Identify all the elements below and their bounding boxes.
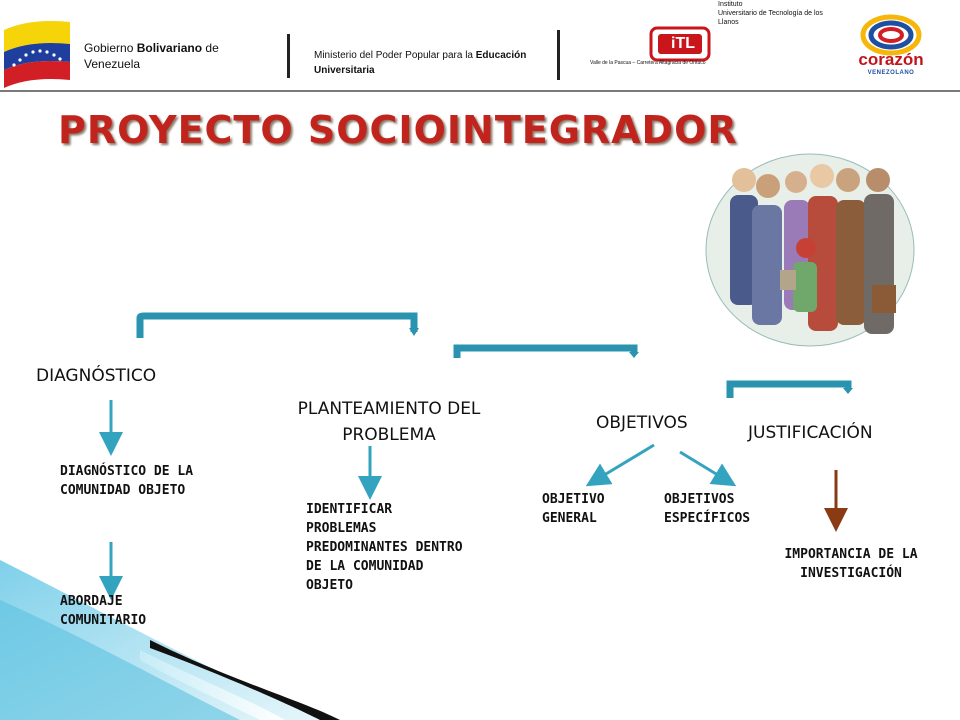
connector-diagnostico-planteamiento — [140, 316, 419, 338]
connector-planteamiento-objetivos — [457, 348, 639, 358]
institute-address: Valle de la Pascua – Carretera Altagracia de Orituco — [590, 60, 706, 66]
abordaje-comunitario-text: ABORDAJE COMUNITARIO — [60, 594, 147, 628]
objetivos-label: OBJETIVOS — [596, 413, 688, 433]
itl-logo-letters: iTL — [671, 35, 695, 52]
institute-caption — [718, 0, 833, 27]
government-caption — [84, 40, 254, 72]
justificacion-label: JUSTIFICACIÓN — [748, 423, 873, 443]
people-group-clipart — [706, 154, 914, 346]
government-prefix: Gobierno — [84, 41, 134, 55]
planteamiento-line2: PROBLEMA — [342, 425, 436, 445]
corner-swoosh — [0, 560, 340, 720]
ministry-prefix: Ministerio del Poder Popular para la — [314, 50, 473, 61]
header-separator-1 — [287, 34, 290, 78]
page-title: PROYECTO SOCIOINTEGRADOR — [58, 108, 738, 152]
diagnostico-label: DIAGNÓSTICO — [36, 366, 157, 386]
header-separator-2 — [557, 30, 560, 80]
ministry-caption — [314, 48, 564, 78]
planteamiento-line1: PLANTEAMIENTO DEL — [297, 399, 481, 419]
arrow-objetivo-general — [596, 445, 654, 480]
header-divider — [0, 90, 960, 92]
importancia-investigacion-text: IMPORTANCIA DE LA INVESTIGACIÓN — [784, 547, 918, 581]
identificar-problemas-text: IDENTIFICAR PROBLEMAS PREDOMINANTES DENTRO DE LA COMUNIDAD OBJETO — [306, 502, 463, 593]
brand-word: corazón — [858, 50, 924, 69]
objetivo-general-text: OBJETIVO GENERAL — [542, 492, 605, 526]
arrow-objetivos-especificos — [680, 452, 726, 480]
government-bold: Bolivariano — [136, 41, 203, 55]
brand-subtitle: VENEZOLANO — [867, 70, 915, 76]
connector-objetivos-justificacion — [730, 384, 853, 398]
institute-line1: Instituto — [718, 1, 743, 8]
institute-line2: Universitario de Tecnología de los Llanos — [718, 10, 823, 26]
objetivos-especificos-text: OBJETIVOS ESPECÍFICOS — [664, 492, 751, 526]
government-suffix: de Venezuela — [84, 41, 219, 71]
diagnostico-comunidad-text: DIAGNÓSTICO DE LA COMUNIDAD OBJETO — [60, 464, 194, 498]
ministry-bold: Educación Universitaria — [314, 50, 527, 76]
planteamiento-label — [258, 396, 520, 448]
